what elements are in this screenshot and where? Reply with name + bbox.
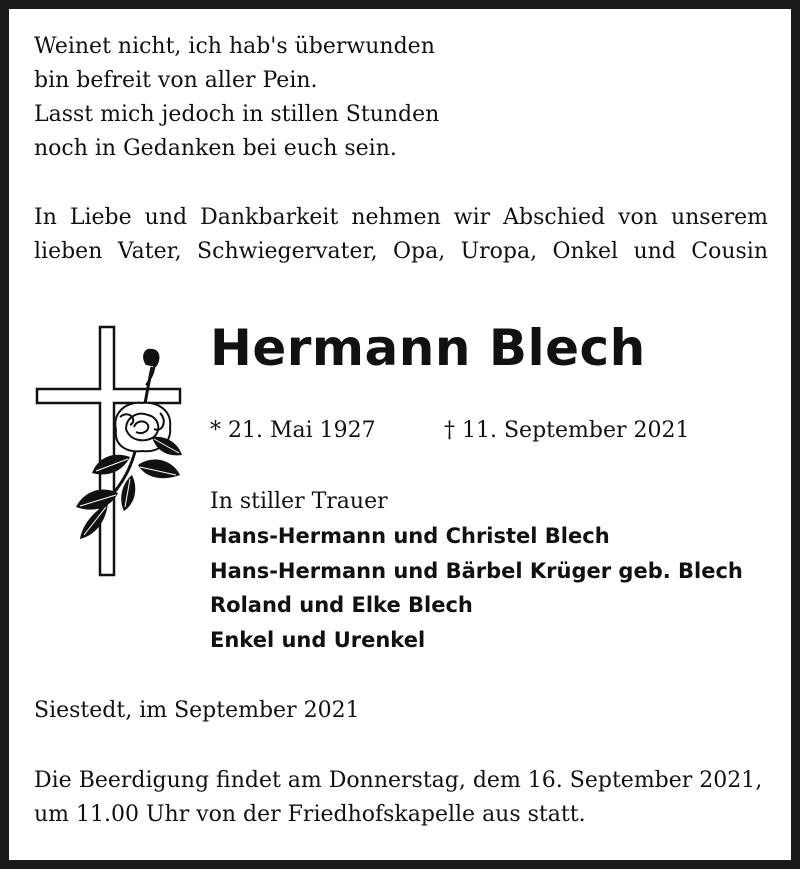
mourning-heading: In stiller Trauer xyxy=(210,489,388,514)
poem-line: bin befreit von aller Pein. xyxy=(34,68,318,93)
mourner-name: Hans-Hermann und Bärbel Krüger geb. Blech xyxy=(210,558,743,583)
mourner-name: Roland und Elke Blech xyxy=(210,593,473,617)
cross-with-rose-icon xyxy=(34,325,194,580)
funeral-notice xyxy=(34,764,762,832)
poem-line: Lasst mich jedoch in stillen Stunden xyxy=(34,102,440,127)
deceased-name: Hermann Blech xyxy=(210,319,646,377)
poem xyxy=(34,30,439,166)
intro-line: lieben Vater, Schwiegervater, Opa, Uropa, Onkel und Cousin xyxy=(34,239,768,264)
mourner-name: Hans-Hermann und Christel Blech xyxy=(210,524,610,548)
funeral-line: um 11.00 Uhr von der Friedhofskapelle aus statt. xyxy=(34,802,586,827)
birth-date: * 21. Mai 1927 xyxy=(210,418,376,443)
intro-line: In Liebe und Dankbarkeit nehmen wir Abschied von unserem xyxy=(34,205,768,230)
mourners-list xyxy=(210,519,743,657)
death-date: † 11. September 2021 xyxy=(444,418,690,443)
intro-text xyxy=(34,201,768,269)
poem-line: Weinet nicht, ich hab's überwunden xyxy=(34,34,435,59)
mourner-name: Enkel und Urenkel xyxy=(210,627,426,652)
funeral-line: Die Beerdigung findet am Donnerstag, dem 16. September 2021, xyxy=(34,768,763,793)
place-date: Siestedt, im September 2021 xyxy=(34,698,360,723)
poem-line: noch in Gedanken bei euch sein. xyxy=(34,136,397,161)
